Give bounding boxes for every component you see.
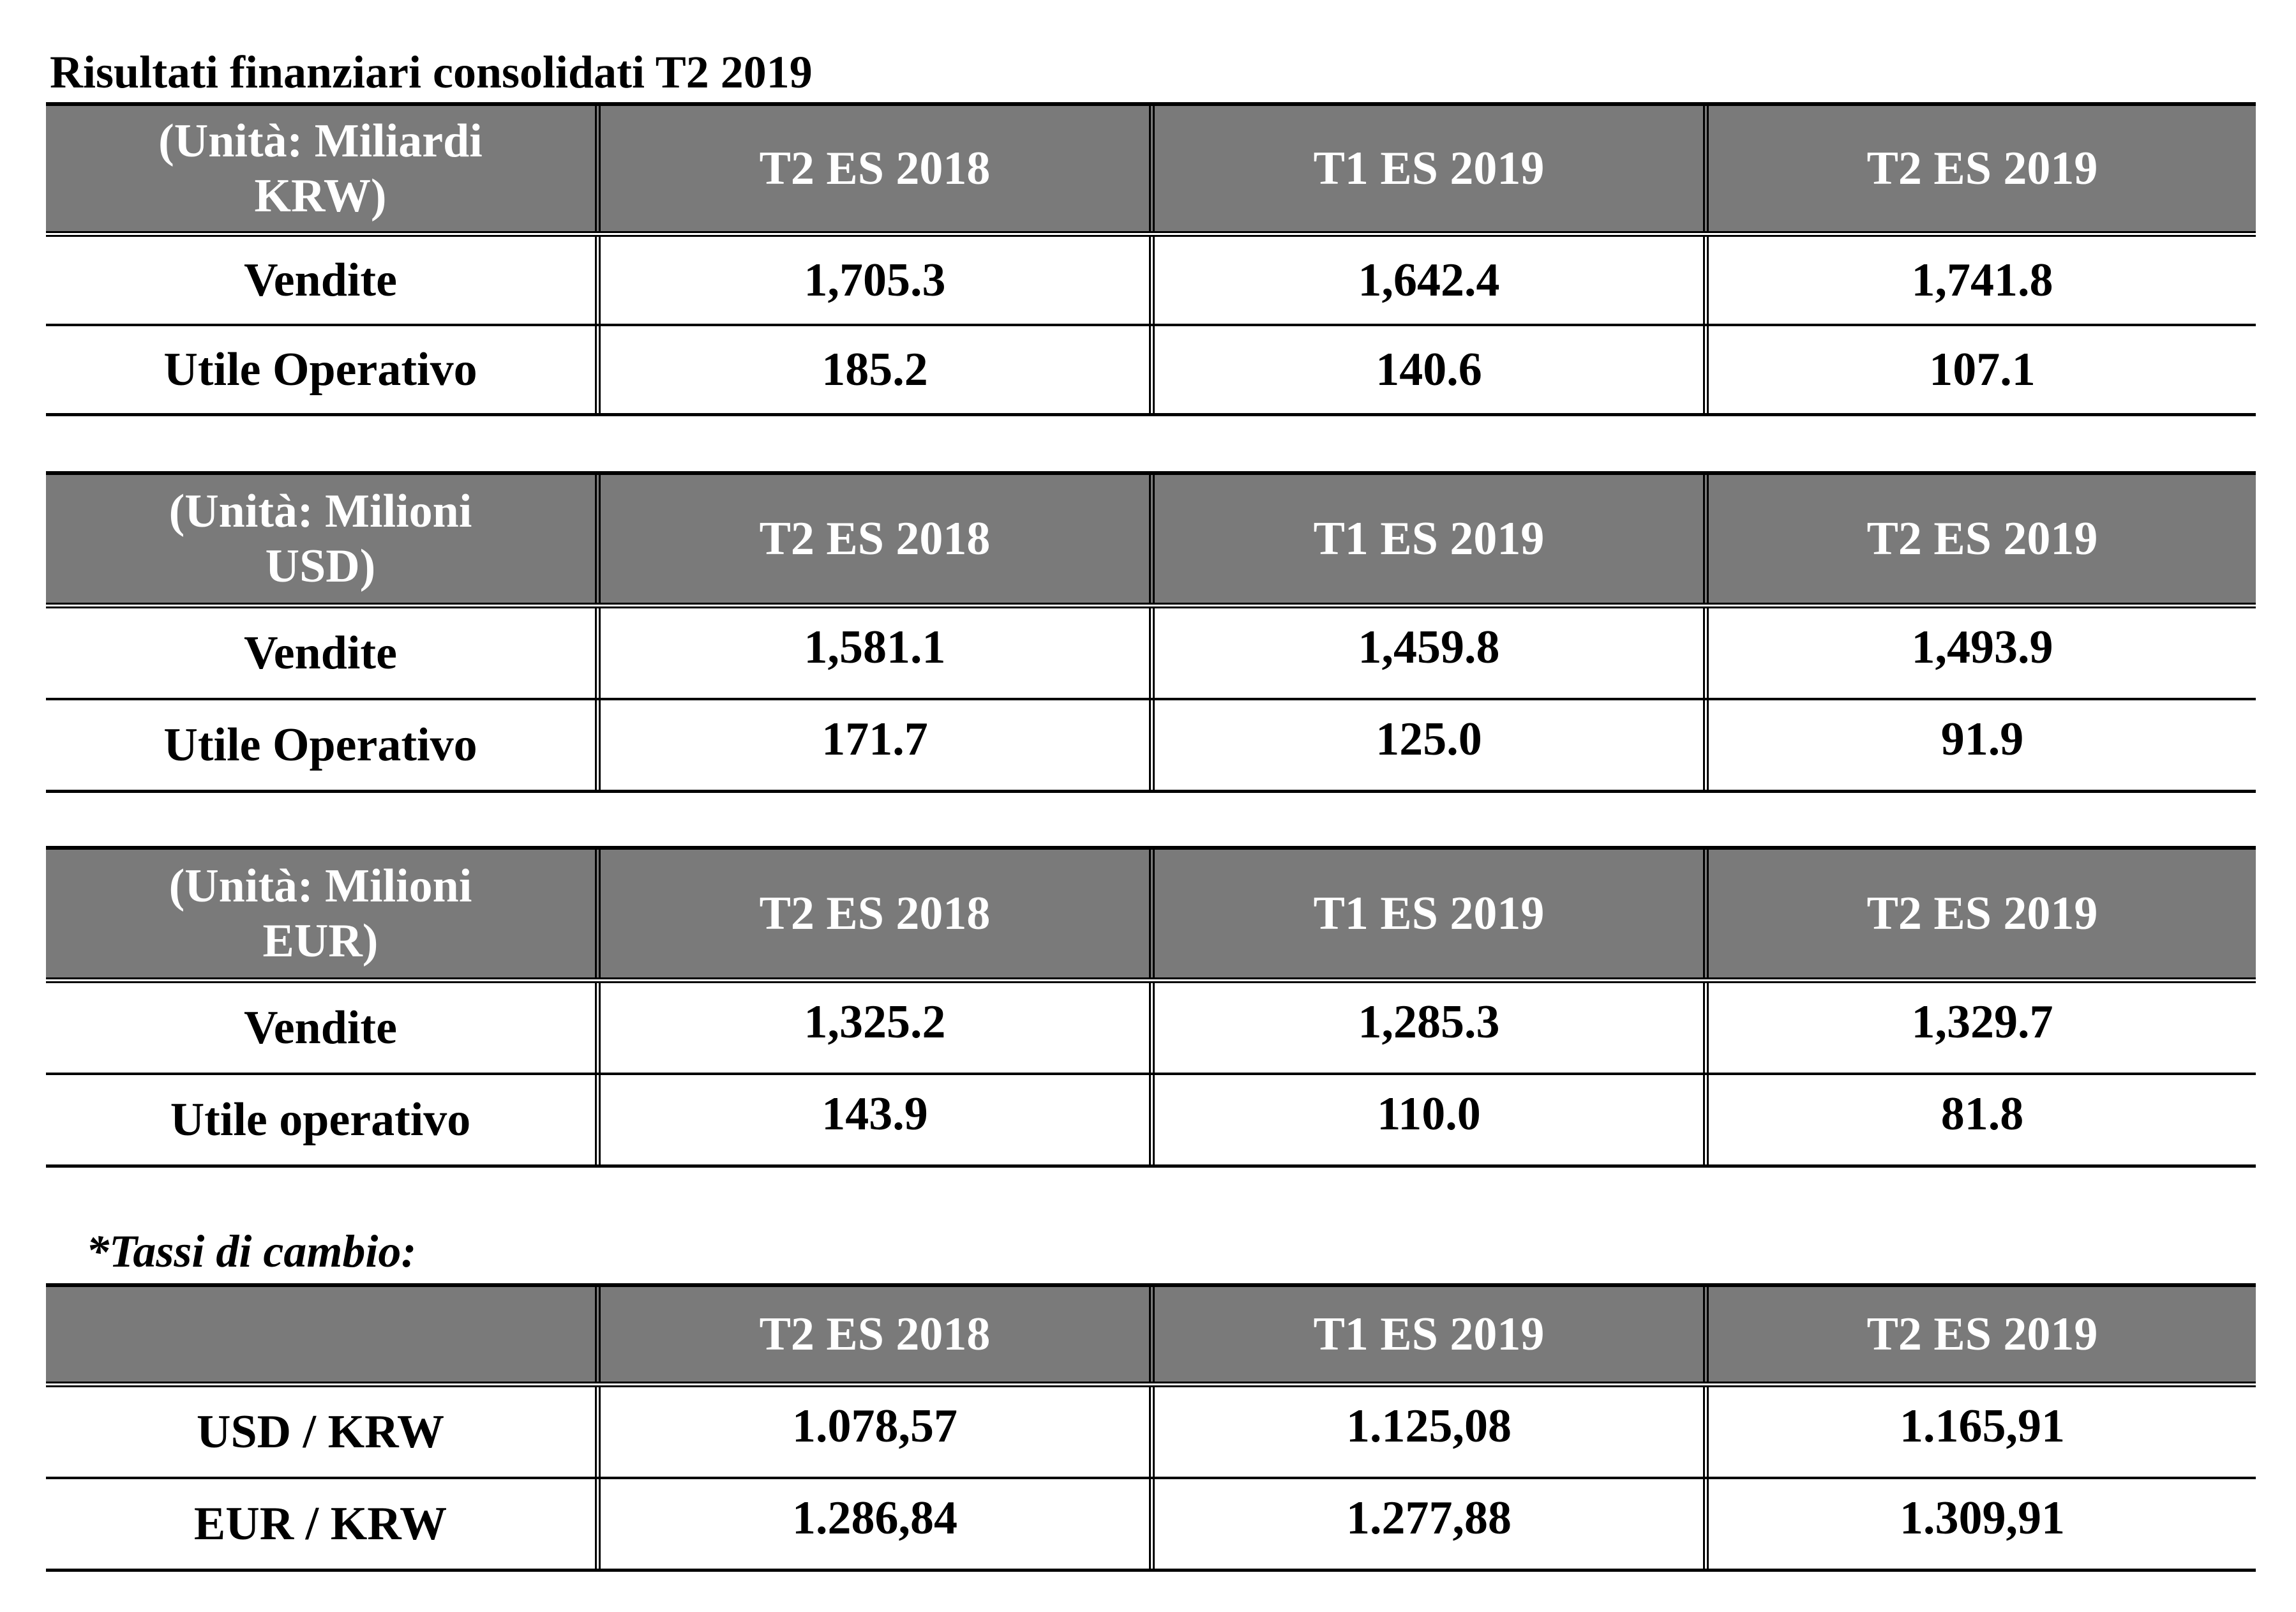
table-row xyxy=(46,1075,2256,1168)
results-table-eur xyxy=(46,846,2256,1168)
unit-header-cell xyxy=(46,475,595,603)
table-row xyxy=(46,1387,2256,1479)
exchange-rate-note: *Tassi di cambio: xyxy=(86,1226,417,1277)
unit-label-line1: (Unità: Milioni xyxy=(169,485,472,538)
unit-label-line2: USD) xyxy=(265,540,376,592)
column-header: T1 ES 2019 xyxy=(1149,1287,1703,1382)
table-header-row xyxy=(46,846,2256,983)
value-cell: 1,459.8 xyxy=(1149,608,1703,698)
column-header: T1 ES 2019 xyxy=(1149,475,1703,603)
column-header: T2 ES 2019 xyxy=(1703,106,2256,231)
row-label: Vendite xyxy=(244,627,397,679)
table-header-row xyxy=(46,471,2256,608)
unit-header-cell xyxy=(46,106,595,231)
value-cell: 140.6 xyxy=(1149,326,1703,413)
row-label: Vendite xyxy=(244,254,397,306)
row-label: EUR / KRW xyxy=(193,1498,447,1550)
table-row xyxy=(46,1479,2256,1572)
column-header: T2 ES 2019 xyxy=(1703,475,2256,603)
value-cell: 171.7 xyxy=(595,700,1149,790)
row-label: Utile Operativo xyxy=(163,343,477,396)
value-cell: 81.8 xyxy=(1703,1075,2256,1164)
value-cell: 1,329.7 xyxy=(1703,983,2256,1073)
value-cell: 1,642.4 xyxy=(1149,237,1703,324)
value-cell: 1,285.3 xyxy=(1149,983,1703,1073)
results-table-usd xyxy=(46,471,2256,793)
value-cell: 91.9 xyxy=(1703,700,2256,790)
row-label: Utile Operativo xyxy=(163,719,477,771)
value-cell: 1.309,91 xyxy=(1703,1479,2256,1569)
value-cell: 1,705.3 xyxy=(595,237,1149,324)
value-cell: 125.0 xyxy=(1149,700,1703,790)
column-header: T2 ES 2018 xyxy=(595,106,1149,231)
unit-header-cell xyxy=(46,850,595,977)
table-header-row xyxy=(46,102,2256,237)
unit-label-line1: (Unità: Miliardi xyxy=(158,115,483,167)
value-cell: 110.0 xyxy=(1149,1075,1703,1164)
column-header: T2 ES 2019 xyxy=(1703,1287,2256,1382)
exchange-rate-table xyxy=(46,1283,2256,1572)
table-row xyxy=(46,326,2256,416)
table-row xyxy=(46,983,2256,1075)
value-cell: 185.2 xyxy=(595,326,1149,413)
row-label: USD / KRW xyxy=(197,1406,444,1458)
value-cell: 1.165,91 xyxy=(1703,1387,2256,1477)
value-cell: 107.1 xyxy=(1703,326,2256,413)
results-table-krw xyxy=(46,102,2256,416)
value-cell: 1,493.9 xyxy=(1703,608,2256,698)
value-cell: 1,741.8 xyxy=(1703,237,2256,324)
value-cell: 1.286,84 xyxy=(595,1479,1149,1569)
unit-label-line1: (Unità: Milioni xyxy=(169,860,472,912)
row-label: Vendite xyxy=(244,1002,397,1054)
column-header: T1 ES 2019 xyxy=(1149,850,1703,977)
unit-label-line2: EUR) xyxy=(262,915,379,967)
column-header: T1 ES 2019 xyxy=(1149,106,1703,231)
page-title: Risultati finanziari consolidati T2 2019 xyxy=(50,47,813,98)
table-row xyxy=(46,608,2256,700)
column-header: T2 ES 2019 xyxy=(1703,850,2256,977)
value-cell: 1.078,57 xyxy=(595,1387,1149,1477)
empty-header-cell xyxy=(46,1287,595,1382)
column-header: T2 ES 2018 xyxy=(595,850,1149,977)
table-row xyxy=(46,700,2256,793)
row-label: Utile operativo xyxy=(170,1094,471,1146)
value-cell: 1.277,88 xyxy=(1149,1479,1703,1569)
table-header-row xyxy=(46,1283,2256,1387)
column-header: T2 ES 2018 xyxy=(595,475,1149,603)
column-header: T2 ES 2018 xyxy=(595,1287,1149,1382)
table-row xyxy=(46,237,2256,326)
value-cell: 143.9 xyxy=(595,1075,1149,1164)
value-cell: 1.125,08 xyxy=(1149,1387,1703,1477)
value-cell: 1,325.2 xyxy=(595,983,1149,1073)
unit-label-line2: KRW) xyxy=(254,170,387,222)
value-cell: 1,581.1 xyxy=(595,608,1149,698)
